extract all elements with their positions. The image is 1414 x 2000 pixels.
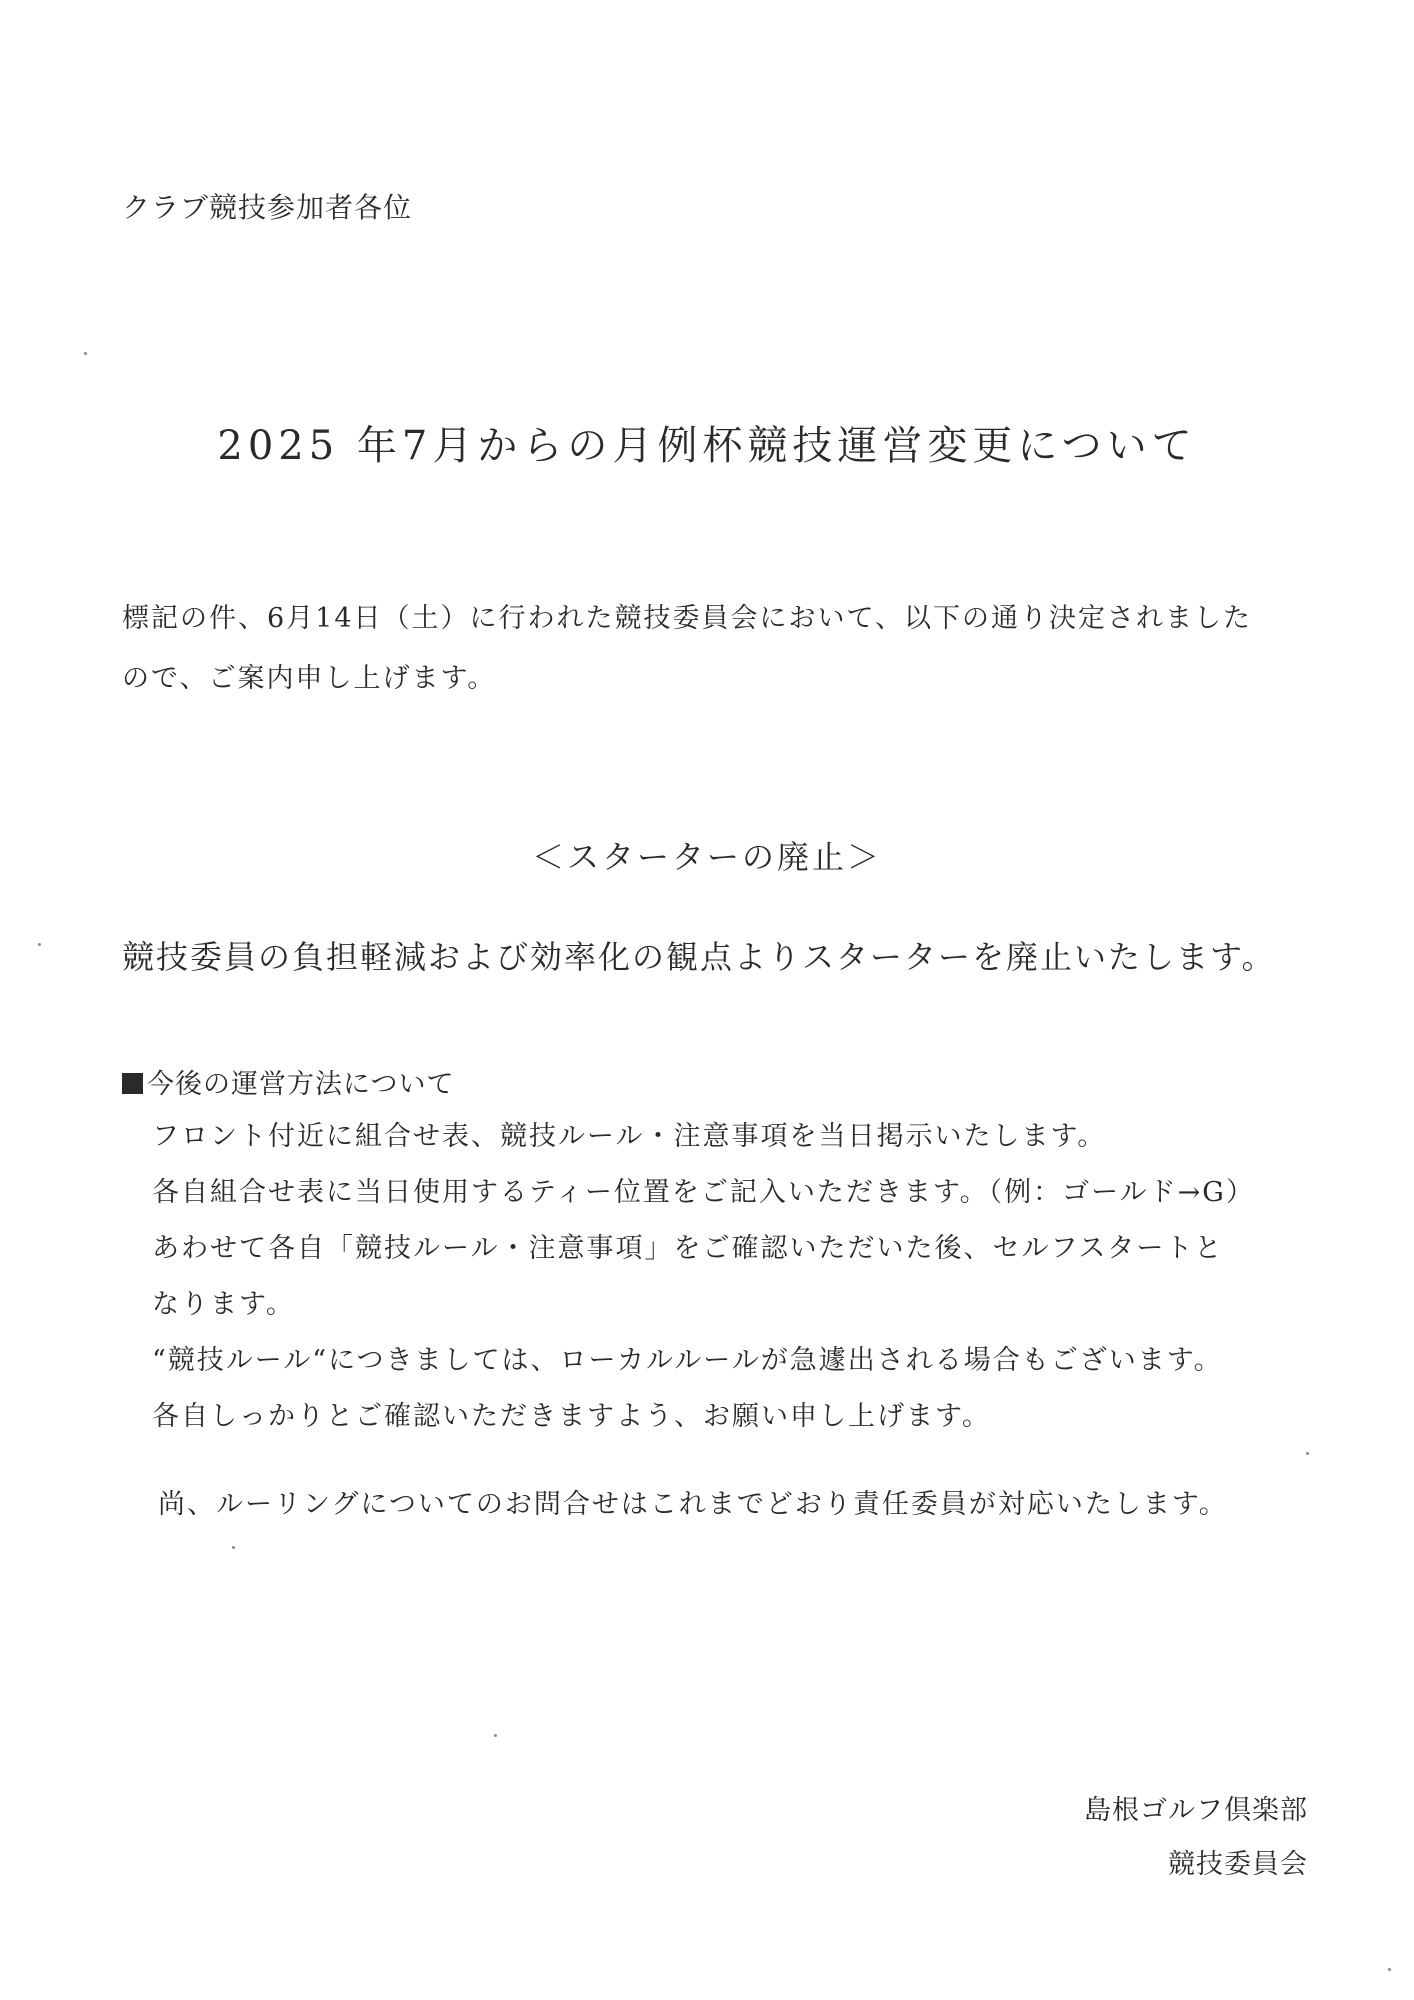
- scan-speck: [1306, 1452, 1309, 1455]
- operation-heading-text: 今後の運営方法について: [147, 1069, 455, 1100]
- black-square-icon: [122, 1073, 143, 1094]
- operation-line: あわせて各自「競技ルール・注意事項」をご確認いただいた後、セルフスタートと: [152, 1233, 1224, 1264]
- operation-line: 各自組合せ表に当日使用するティー位置をご記入いただきます。（例：ゴールド→G）: [152, 1177, 1255, 1208]
- ruling-note: 尚、ルーリングについてのお問合せはこれまでどおり責任委員が対応いたします。: [158, 1489, 1228, 1520]
- scan-speck: [1388, 1968, 1391, 1971]
- operation-line: 各自しっかりとご確認いただきますよう、お願い申し上げます。: [152, 1401, 991, 1432]
- page-title: 2025 年7月からの月例杯競技運営変更について: [217, 423, 1197, 469]
- signature-organization: 島根ゴルフ倶楽部: [1084, 1795, 1308, 1826]
- operation-heading: [122, 1062, 454, 1101]
- signature-committee: 競技委員会: [1168, 1849, 1308, 1880]
- intro-line-2: ので、ご案内申し上げます。: [122, 663, 497, 694]
- intro-line-1: 標記の件、6月14日（土）に行われた競技委員会において、以下の通り決定されました: [122, 603, 1252, 634]
- operation-line: フロント付近に組合せ表、競技ルール・注意事項を当日掲示いたします。: [152, 1121, 1107, 1152]
- decision-statement: 競技委員の負担軽減および効率化の観点よりスターターを廃止いたします。: [122, 938, 1276, 976]
- scan-speck: [84, 352, 87, 355]
- scan-speck: [232, 1546, 235, 1549]
- scan-speck: [38, 943, 41, 946]
- operation-line: “競技ルール“につきましては、ローカルルールが急遽出される場合もございます。: [152, 1345, 1223, 1376]
- section-heading: ＜スターターの廃止＞: [531, 838, 882, 876]
- addressee: クラブ競技参加者各位: [122, 191, 413, 224]
- operation-line: なります。: [152, 1289, 295, 1320]
- scan-speck: [494, 1734, 497, 1737]
